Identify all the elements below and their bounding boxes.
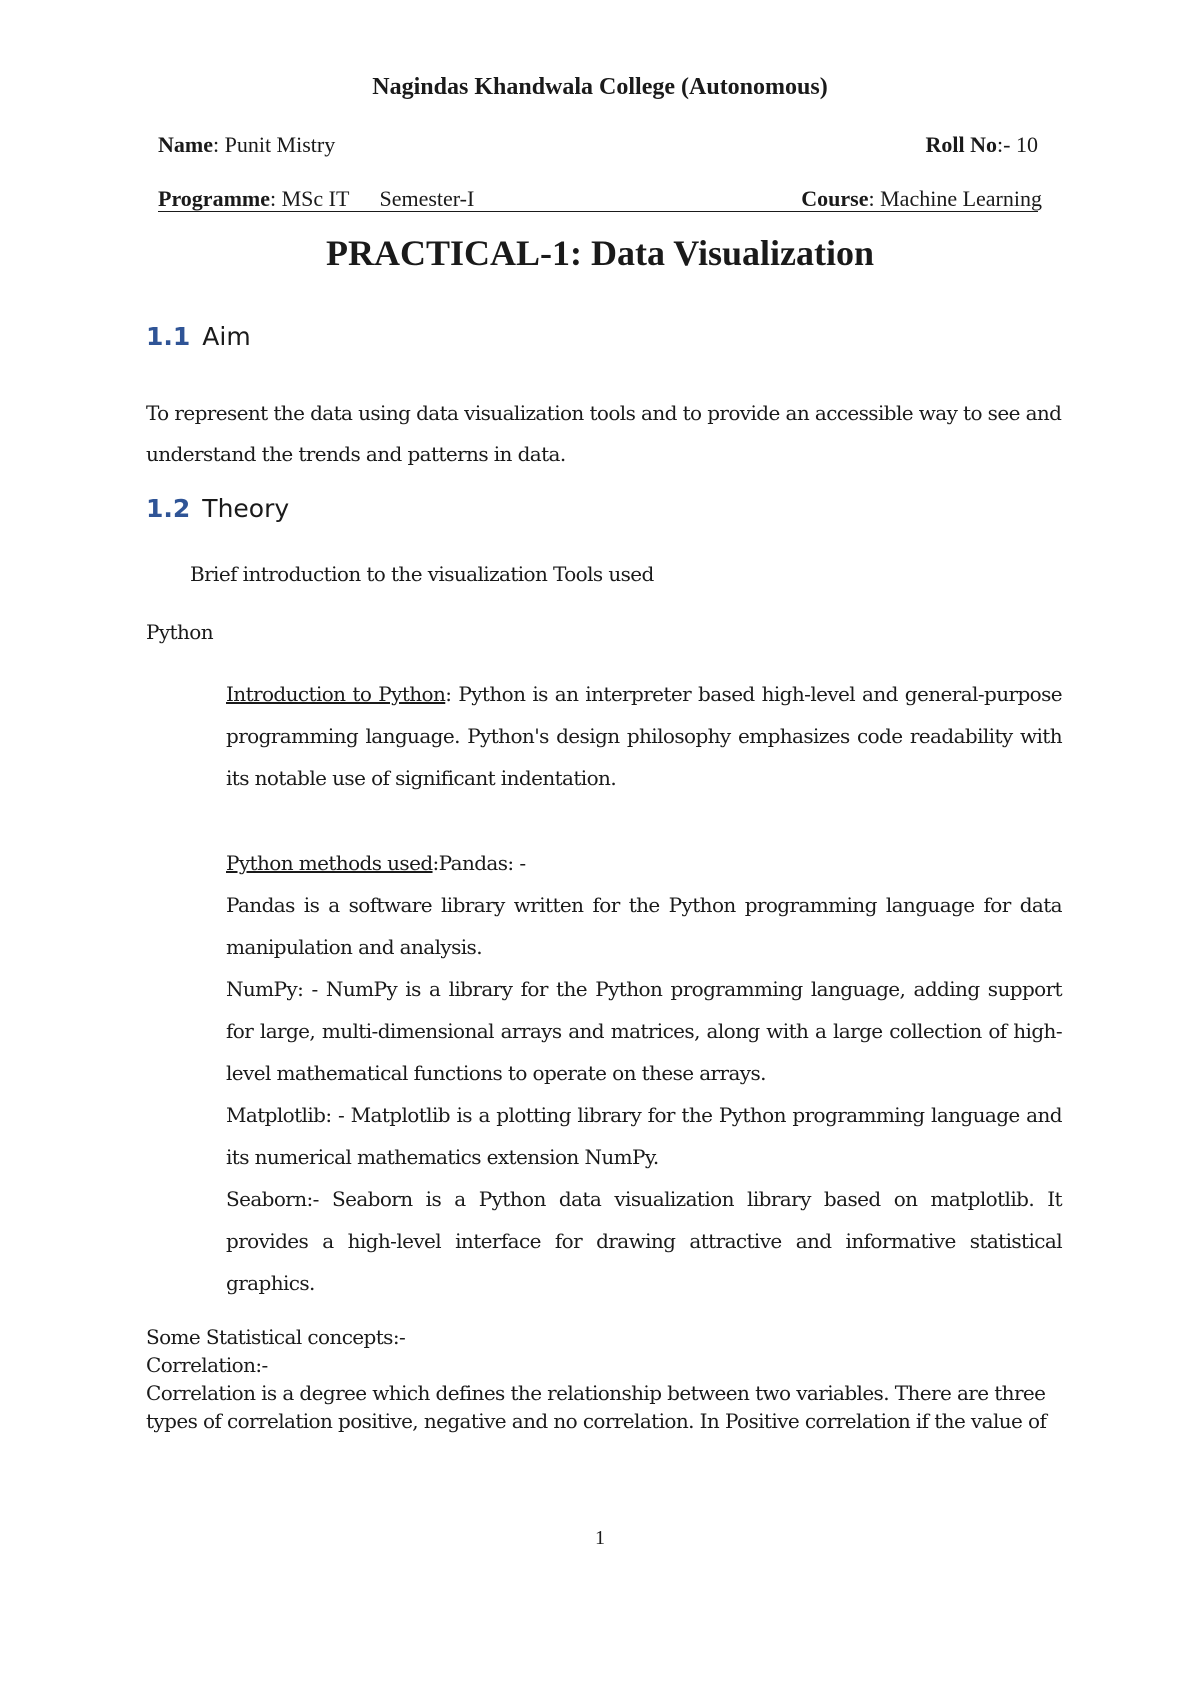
methods-text: :Pandas: - — [432, 851, 526, 875]
correlation-paragraph: Correlation is a degree which defines the relationship between two variables. There are three types of correlation positive, negative and no correlation. In Positive correlation if the value of — [146, 1381, 1047, 1433]
theory-intro: Brief introduction to the visualization Tools used — [190, 562, 654, 586]
programme-info-row — [158, 186, 1042, 212]
numpy-paragraph: NumPy: - NumPy is a library for the Python programming language, adding support for large, multi-dimensional arrays and matrices, along with a large collection of high- level mathematical functions to operate on these arrays. — [226, 977, 1062, 1085]
semester-value: Semester-I — [379, 186, 475, 211]
intro-text: : Python is an interpreter based high-level and general-purpose programming language. Python's design philosophy emphasizes code readability with its notable use of significant indentation. — [226, 682, 1062, 790]
name-value: : Punit Mistry — [212, 132, 336, 157]
section-title: Theory — [202, 494, 290, 523]
name-field — [158, 132, 335, 157]
programme-field — [158, 186, 349, 211]
page-number: 1 — [595, 1527, 605, 1549]
programme-value: : MSc IT — [270, 186, 350, 211]
python-methods-block — [226, 842, 1062, 1304]
name-label: Name — [158, 132, 213, 157]
matplotlib-paragraph: Matplotlib: - Matplotlib is a plotting library for the Python programming language and its numerical mathematics extension NumPy. — [226, 1103, 1062, 1169]
roll-value: :- 10 — [997, 132, 1038, 157]
methods-line — [226, 842, 1062, 884]
page-title: PRACTICAL-1: Data Visualization — [325, 233, 874, 273]
college-name: Nagindas Khandwala College (Autonomous) — [372, 74, 828, 100]
methods-label: Python methods used — [226, 851, 433, 875]
section-heading-aim — [146, 322, 251, 351]
roll-field — [926, 132, 1038, 158]
student-info-row — [158, 132, 1038, 158]
correlation-heading: Correlation:- — [146, 1353, 268, 1377]
section-number: 1.1 — [146, 322, 191, 351]
statistics-heading: Some Statistical concepts:- — [146, 1325, 406, 1349]
pandas-paragraph: Pandas is a software library written for the Python programming language for data manipulation and analysis. — [226, 893, 1062, 959]
course-label: Course — [801, 186, 869, 211]
section-heading-theory — [146, 494, 289, 523]
seaborn-paragraph: Seaborn:- Seaborn is a Python data visualization library based on matplotlib. It provides a high-level interface for drawing attractive and informative statistical graphics. — [226, 1187, 1062, 1295]
course-field — [801, 188, 1042, 210]
course-value: : Machine Learning — [868, 186, 1042, 211]
intro-label: Introduction to Python — [226, 682, 446, 706]
python-intro-paragraph — [226, 673, 1062, 799]
programme-label: Programme — [158, 186, 270, 211]
statistics-section — [146, 1323, 1086, 1435]
section-number: 1.2 — [146, 494, 191, 523]
roll-label: Roll No — [925, 132, 998, 157]
python-heading: Python — [146, 620, 213, 644]
aim-paragraph: To represent the data using data visualization tools and to provide an accessible way to see and understand the trends and patterns in data. — [146, 401, 1062, 466]
section-title: Aim — [202, 322, 251, 351]
